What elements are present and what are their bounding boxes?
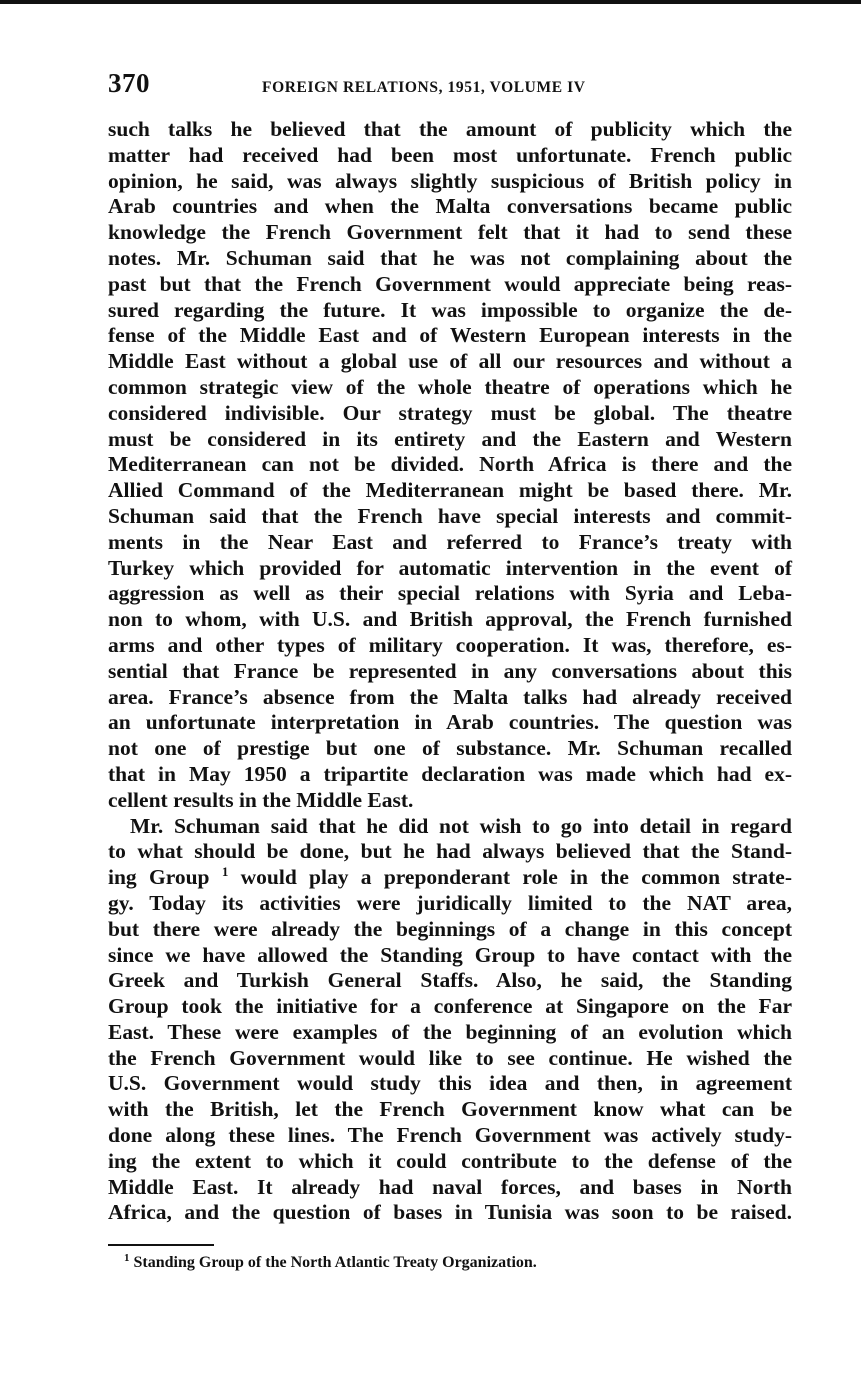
text-line: done along these lines. The French Government was actively study-: [108, 1123, 792, 1148]
text-line: Mr. Schuman said that he did not wish to go into detail in regard: [130, 813, 792, 838]
text-line: to what should be done, but he had always believed that the Stand-: [108, 839, 792, 864]
text-line-with-footnote-ref: [108, 865, 792, 891]
text-line: matter had received had been most unfortunate. French public: [108, 142, 792, 167]
text-line: past but that the French Government would appreciate being reas-: [108, 271, 792, 296]
text-line: sured regarding the future. It was impossible to organize the de-: [108, 297, 792, 322]
text-line: Greek and Turkish General Staffs. Also, he said, the Standing: [108, 968, 792, 993]
text-line: U.S. Government would study this idea and then, in agreement: [108, 1071, 792, 1096]
text-line: ing the extent to which it could contribute to the defense of the: [108, 1148, 792, 1173]
paragraph-2: [108, 814, 792, 1227]
text-line: Schuman said that the French have special interests and commit-: [108, 503, 792, 528]
text-line: since we have allowed the Standing Group to have contact with the: [108, 942, 792, 967]
footnote-text: Standing Group of the North Atlantic Treaty Organization.: [133, 1254, 537, 1271]
footnote: [124, 1251, 537, 1272]
text-line: gy. Today its activities were juridically limited to the NAT area,: [108, 890, 792, 915]
top-edge-rule: [0, 0, 861, 4]
line-text-after-ref: would play a preponderant role in the common strate-: [240, 865, 793, 890]
text-line: Mediterranean can not be divided. North Africa is there and the: [108, 452, 792, 477]
text-line: ments in the Near East and referred to France’s treaty with: [108, 529, 792, 554]
body-text: [108, 117, 792, 1226]
text-line: that in May 1950 a tripartite declaration was made which had ex-: [108, 761, 792, 786]
footnote-mark: 1: [124, 1251, 130, 1264]
text-line: fense of the Middle East and of Western European interests in the: [108, 323, 792, 348]
text-line: notes. Mr. Schuman said that he was not complaining about the: [108, 245, 792, 270]
page-header: [108, 68, 792, 108]
text-line: arms and other types of military cooperation. It was, therefore, es-: [108, 632, 792, 657]
text-line: cellent results in the Middle East.: [108, 787, 414, 812]
text-line: Turkey which provided for automatic intervention in the event of: [108, 555, 792, 580]
text-line: not one of prestige but one of substance. Mr. Schuman recalled: [108, 736, 792, 761]
text-line: knowledge the French Government felt that it had to send these: [108, 220, 792, 245]
text-line: area. France’s absence from the Malta talks had already received: [108, 684, 792, 709]
paragraph-1: [108, 117, 792, 814]
page-number: 370: [108, 68, 150, 98]
text-line: common strategic view of the whole theatre of operations which he: [108, 374, 792, 399]
text-line: sential that France be represented in any conversations about this: [108, 658, 792, 683]
text-line: must be considered in its entirety and the Eastern and Western: [108, 426, 792, 451]
text-line: considered indivisible. Our strategy must be global. The theatre: [108, 400, 792, 425]
text-line: the French Government would like to see continue. He wished the: [108, 1045, 792, 1070]
text-line: with the British, let the French Government know what can be: [108, 1097, 792, 1122]
text-line: opinion, he said, was always slightly suspicious of British policy in: [108, 168, 792, 193]
text-line: Allied Command of the Mediterranean might be based there. Mr.: [108, 478, 792, 503]
footnote-reference: 1: [221, 863, 229, 879]
text-line: East. These were examples of the beginning of an evolution which: [108, 1019, 792, 1044]
line-text-before-ref: ing Group: [108, 865, 210, 890]
text-line: Middle East without a global use of all our resources and without a: [108, 349, 792, 374]
text-line: Group took the initiative for a conference at Singapore on the Far: [108, 994, 792, 1019]
text-line: non to whom, with U.S. and British approval, the French furnished: [108, 607, 792, 632]
text-line: Middle East. It already had naval forces, and bases in North: [108, 1174, 792, 1199]
text-line: such talks he believed that the amount of publicity which the: [108, 117, 792, 141]
running-head: FOREIGN RELATIONS, 1951, VOLUME IV: [262, 79, 586, 96]
text-line: aggression as well as their special relations with Syria and Leba-: [108, 581, 792, 606]
footnote-divider: [108, 1244, 214, 1246]
text-line: Africa, and the question of bases in Tunisia was soon to be raised.: [108, 1200, 792, 1225]
text-line: an unfortunate interpretation in Arab countries. The question was: [108, 710, 792, 735]
text-line: Arab countries and when the Malta conversations became public: [108, 194, 792, 219]
text-line: but there were already the beginnings of a change in this concept: [108, 916, 792, 941]
